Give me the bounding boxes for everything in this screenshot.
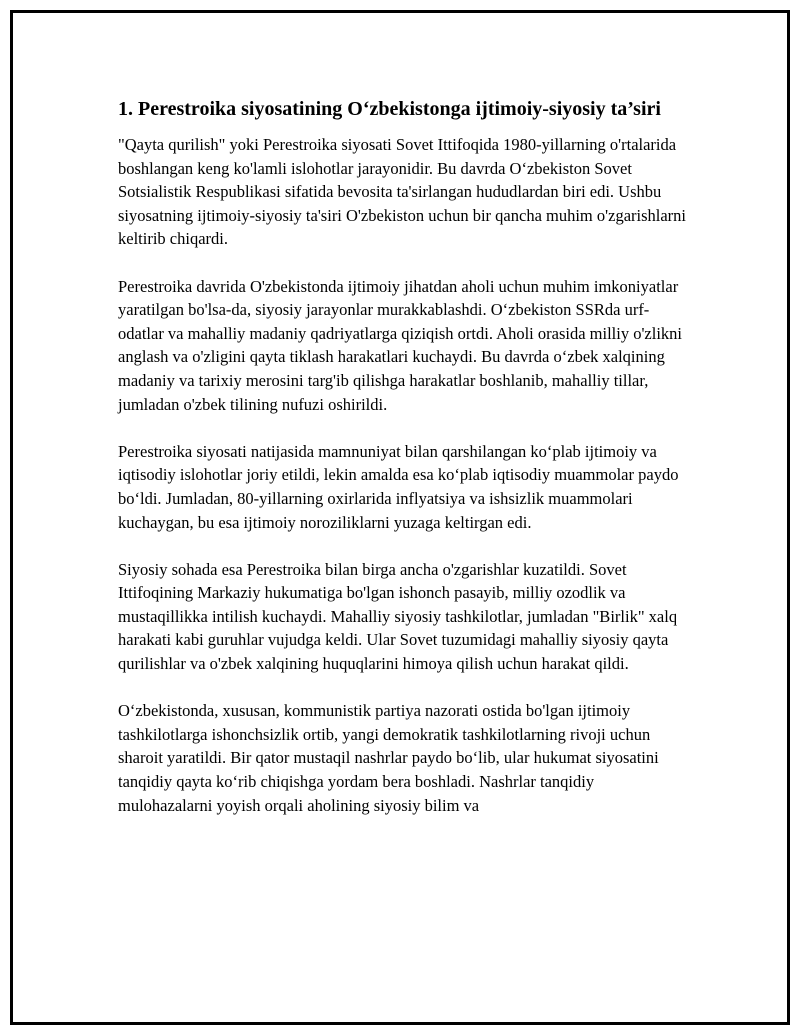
paragraph-3: Perestroika siyosati natijasida mamnuniyat bilan qarshilangan ko‘plab ijtimoiy va iqtisodiy islohotlar joriy etildi, lekin amalda esa ko‘plab iqtisodiy muammolar paydo bo‘ldi. Jumladan, 80-yillarning oxirlarida inflyatsiya va ishsizlik muammolari kuchaygan, bu esa ijtimoiy noroziliklarni yuzaga keltirgan edi. [118, 441, 679, 532]
paragraph-1: "Qayta qurilish" yoki Perestroika siyosati Sovet Ittifoqida 1980-yillarning o'rtalarida boshlangan keng ko'lamli islohotlar jarayonidir. Bu davrda O‘zbekiston Sovet Sotsialistik Respublikasi sifatida bevosita ta'sirlangan hududlardan biri edi. Ushbu siyosatning ijtimoiy-siyosiy ta'siri O'zbekiston uchun bir qancha muhim o'zgarishlarni keltirib chiqardi. [118, 135, 687, 249]
paragraph-5: O‘zbekistonda, xususan, kommunistik partiya nazorati ostida bo'lgan ijtimoiy tashkilotlarga ishonchsizlik ortib, yangi demokratik tashkilotlarning rivoji uchun sharoit yaratildi. Bir qator mustaqil nashrlar paydo bo‘lib, ular hukumat siyosatini tanqidiy qayta ko‘rib chiqishga yordam bera boshladi. Nashrlar tanqidiy mulohazalarni yoyish orqali aholining siyosiy bilim va [118, 701, 659, 815]
paragraph-4: Siyosiy sohada esa Perestroika bilan birga ancha o'zgarishlar kuzatildi. Sovet Ittifoqining Markaziy hukumatiga bo'lgan ishonch pasayib, milliy ozodlik va mustaqillikka intilish kuchaydi. Mahalliy siyosiy tashkilotlar, jumladan "Birlik" xalq harakati kabi guruhlar vujudga keldi. Ular Sovet tuzumidagi mahalliy siyosiy qayta qurilishlar va o'zbek xalqining huquqlarini himoya qilish uchun harakat qildi. [118, 559, 678, 674]
document-body [118, 97, 688, 841]
page-frame [10, 10, 790, 1025]
paragraph-2: Perestroika davrida O'zbekistonda ijtimoiy jihatdan aholi uchun muhim imkoniyatlar yaratilgan bo'lsa-da, siyosiy jarayonlar murakkablashdi. O‘zbekiston SSRda urf-odatlar va mahalliy madaniy qadriyatlarga qiziqish ortdi. Aholi orasida milliy o'zlikni anglash va o'zligini qayta tiklash harakatlari kuchaydi. Bu davrda o‘zbek xalqining madaniy va tarixiy merosini targ'ib qilishga harakatlar boshlanib, mahalliy tillar, jumladan o'zbek tilining nufuzi oshirildi. [118, 276, 682, 414]
section-heading: 1. Perestroika siyosatining O‘zbekistonga ijtimoiy-siyosiy ta’siri [118, 98, 661, 120]
